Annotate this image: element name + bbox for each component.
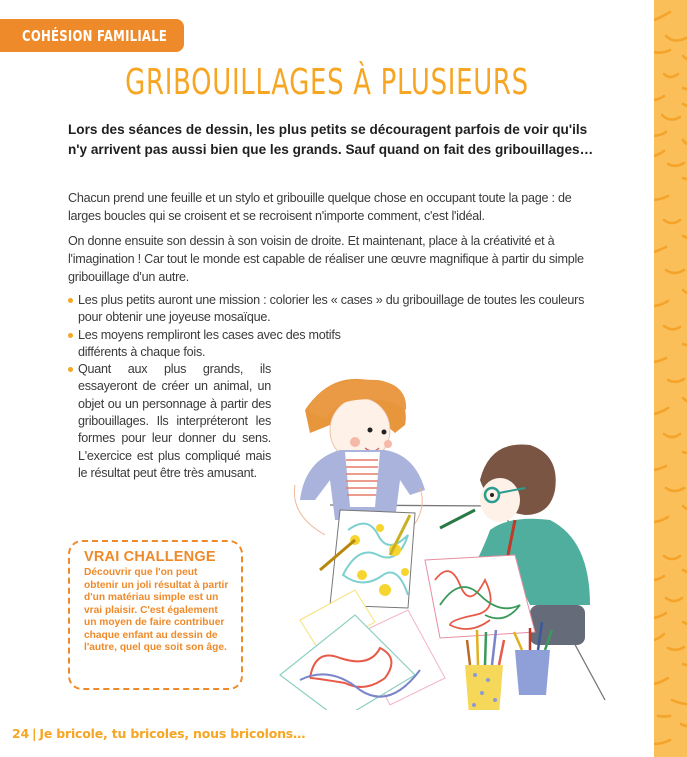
footer-separator: | (32, 726, 37, 741)
section-tag-label: COHÉSION FAMILIALE (22, 26, 168, 45)
wave-pattern-icon (654, 0, 687, 757)
list-item-older-ones: Quant aux plus grands, ils essayeront de créer un animal, un objet ou un personnage à partir des gribouillages. Ils interpréteront les formes pour leur donner du sens. L'exercice est plus compliqué mais le résultat peut être très amusant. (66, 361, 271, 482)
challenge-title: VRAI CHALLENGE (84, 549, 216, 565)
challenge-box (68, 540, 243, 690)
intro-paragraph: Lors des séances de dessin, les plus petits se découragent parfois de voir qu'ils n'y arrivent pas aussi bien que les grands. Sauf quand on fait des gribouillages… (68, 122, 594, 157)
challenge-text: Découvrir que l'on peut obtenir un joli résultat à partir d'un matériau simple est un vrai plaisir. C'est également un moyen de faire contribuer chaque enfant au dessin de l'autre, quel que soit son âge. (84, 567, 229, 653)
decorative-side-band (654, 0, 687, 757)
page-footer (12, 726, 305, 741)
yellow-pencil-cup (465, 665, 503, 710)
body-paragraph-1: Chacun prend une feuille et un stylo et gribouille quelque chose en occupant toute la page : de larges boucles qui se croisent et se recroisent n'importe comment, c'est l'idéal. (68, 191, 572, 223)
blue-pencil-cup (515, 650, 550, 695)
page-title: GRIBOUILLAGES À PLUSIEURS (125, 62, 529, 103)
body-paragraph-2: On donne ensuite son dessin à son voisin de droite. Et maintenant, place à la créativité et à l'imagination ! Car tout le monde est capable de réaliser une œuvre magnifique à partir du simple gribouillage d'un autre. (68, 234, 584, 284)
book-title: Je bricole, tu bricoles, nous bricolons… (39, 726, 306, 741)
page-number: 24 (12, 726, 29, 741)
section-tag (0, 19, 184, 52)
list-item-middle-ones: Les moyens rempliront les cases avec des motifs différents à chaque fois. (66, 327, 356, 362)
list-item-little-ones: Les plus petits auront une mission : colorier les « cases » du gribouillage de toutes les couleurs pour obtenir une joyeuse mosaïque. (66, 292, 600, 327)
children-drawing-illustration (260, 360, 620, 710)
